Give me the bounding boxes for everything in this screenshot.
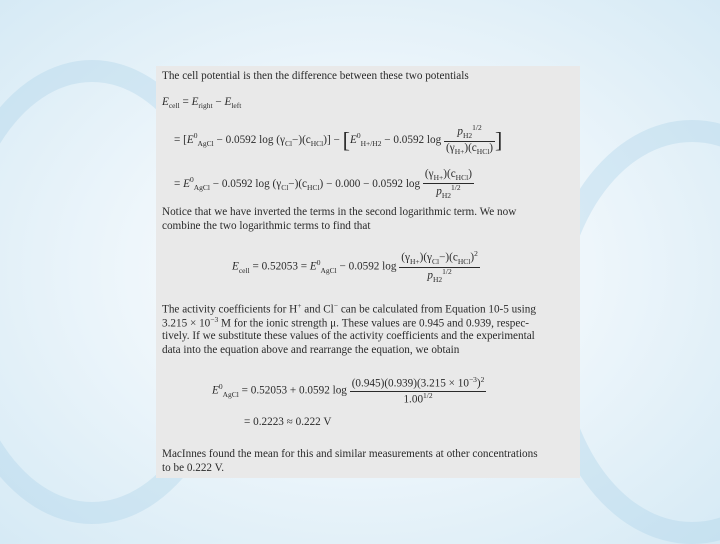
macinnes-line-1: MacInnes found the mean for this and similar measurements at other concentrations	[162, 448, 538, 460]
equation-result: = 0.2223 ≈ 0.222 V	[244, 416, 332, 428]
activity-line-1: The activity coefficients for H+ and Cl− can be calculated from Equation 10-5 using	[162, 301, 536, 316]
activity-line-4: data into the equation above and rearrange the equation, we obtain	[162, 344, 460, 356]
notice-line-2: combine the two logarithmic terms to find that	[162, 220, 371, 232]
macinnes-line-2: to be 0.222 V.	[162, 462, 225, 474]
notice-line-1: Notice that we have inverted the terms in the second logarithmic term. We now	[162, 206, 517, 218]
equation-combined: $E_{cell} = 0.52053 = E^0_{AgCl} - 0.0592$ log $\frac{(\gamma_{H+})(\gamma_{Cl}-)(c_{HCl})^2}{p_{H2}^{1/2}}$	[232, 249, 478, 284]
intro-text: The cell potential is then the difference between these two potentials	[162, 70, 469, 82]
equation-inverted: = $E^0_{AgCl} - 0.0592$ $\log (\gamma_{Cl}-)(c_{HCl}) - 0.000 - 0.0592$ log $\frac{(\gamma_{H+})(c_{HCl})}{p_{H2}^{1/2}}$	[174, 168, 472, 200]
equation-expansion: = [$E^0_{AgCl} - 0.0592$ $\log (\gamma_{Cl}-)(c_{HCl})] - [E^0_{H+/H2} - 0.0592$ log $\frac{p_{H2}^{1/2}}{(\gamma_{H+})(c_{HCl})}$ ]	[174, 123, 503, 156]
equation-ecell-definition: $E_{cell} = E_{right} - E_{left}$	[162, 96, 242, 111]
activity-line-3: tively. If we substitute these values of the activity coefficients and the experimental	[162, 330, 535, 342]
equation-substituted: $E^0_{AgCl} = 0.52053 + 0.0592$ log $\frac{(0.945)(0.939)(3.215 \times 10^{-3})^2}{1.00^{1/2}}$	[212, 375, 485, 406]
textbook-page-scan	[156, 66, 580, 478]
activity-line-2: $3.215 \times 10^{-3}$ M for the ionic strength μ. These values are 0.945 and 0.939, respec-	[162, 315, 530, 330]
